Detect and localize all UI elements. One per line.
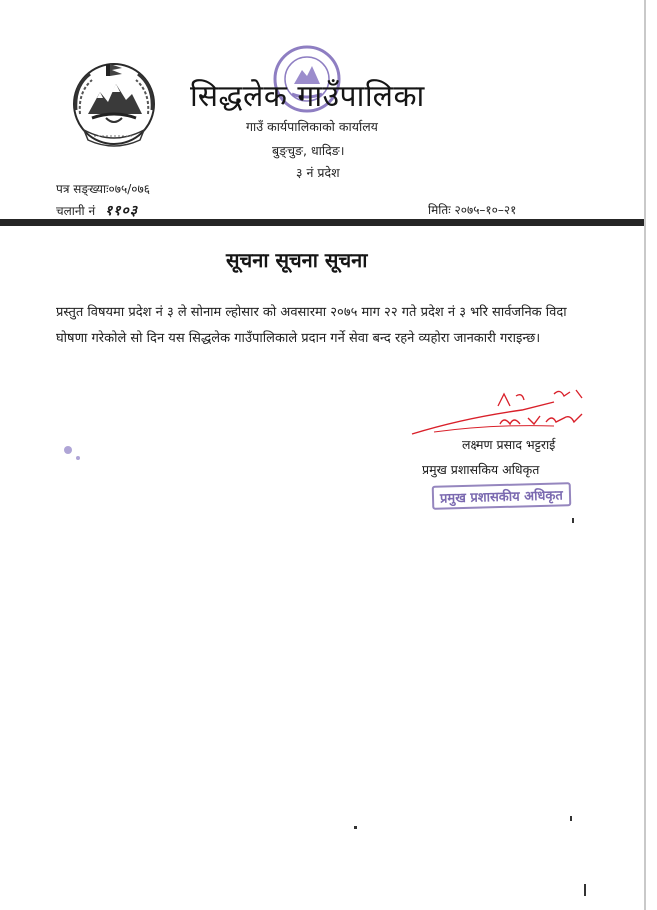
signatory-name: लक्ष्मण प्रसाद भट्टराई — [462, 437, 556, 452]
page-edge — [644, 0, 646, 910]
ink-smudge — [64, 446, 72, 454]
scan-speck — [572, 518, 574, 523]
letter-date: मितिः २०७५–१०–२१ — [428, 203, 517, 217]
ink-smudge — [76, 456, 80, 460]
province-name: ३ नं प्रदेश — [296, 165, 340, 180]
nepal-emblem-icon — [66, 56, 162, 150]
notice-body: प्रस्तुत विषयमा प्रदेश नं ३ ले सोनाम ल्होसार को अवसारमा २०७५ माग २२ गते प्रदेश नं ३ भरि सार्वजनिक विदा घोषणा गरेकोले सो दिन यस सिद्धलेक गाउँपालिकाले प्रदान गर्ने सेवा बन्द रहने व्यहोरा जानकारी गराइन्छ। — [56, 305, 567, 346]
organization-name: सिद्धलेक गाउँपालिका — [190, 79, 425, 114]
office-address: बुङ्चुङ, धादिङ। — [272, 143, 345, 158]
scan-speck — [570, 816, 572, 821]
handwritten-signature — [404, 384, 604, 444]
dispatch-reference — [56, 201, 138, 220]
dispatch-number: ११०३ — [104, 203, 139, 219]
designation-stamp: प्रमुख प्रशासकीय अधिकृत — [432, 482, 571, 510]
office-name: गाउँ कार्यपालिकाको कार्यालय — [246, 119, 378, 134]
signatory-designation: प्रमुख प्रशासकिय अधिकृत — [422, 462, 540, 477]
scan-speck — [584, 884, 586, 896]
letter-number: पत्र सङ्ख्याः०७५/०७६ — [56, 182, 151, 196]
notice-title: सूचना सूचना सूचना — [226, 248, 368, 272]
header-divider — [0, 219, 644, 226]
dispatch-label: चलानी नं — [56, 204, 96, 218]
scan-speck — [354, 826, 357, 829]
